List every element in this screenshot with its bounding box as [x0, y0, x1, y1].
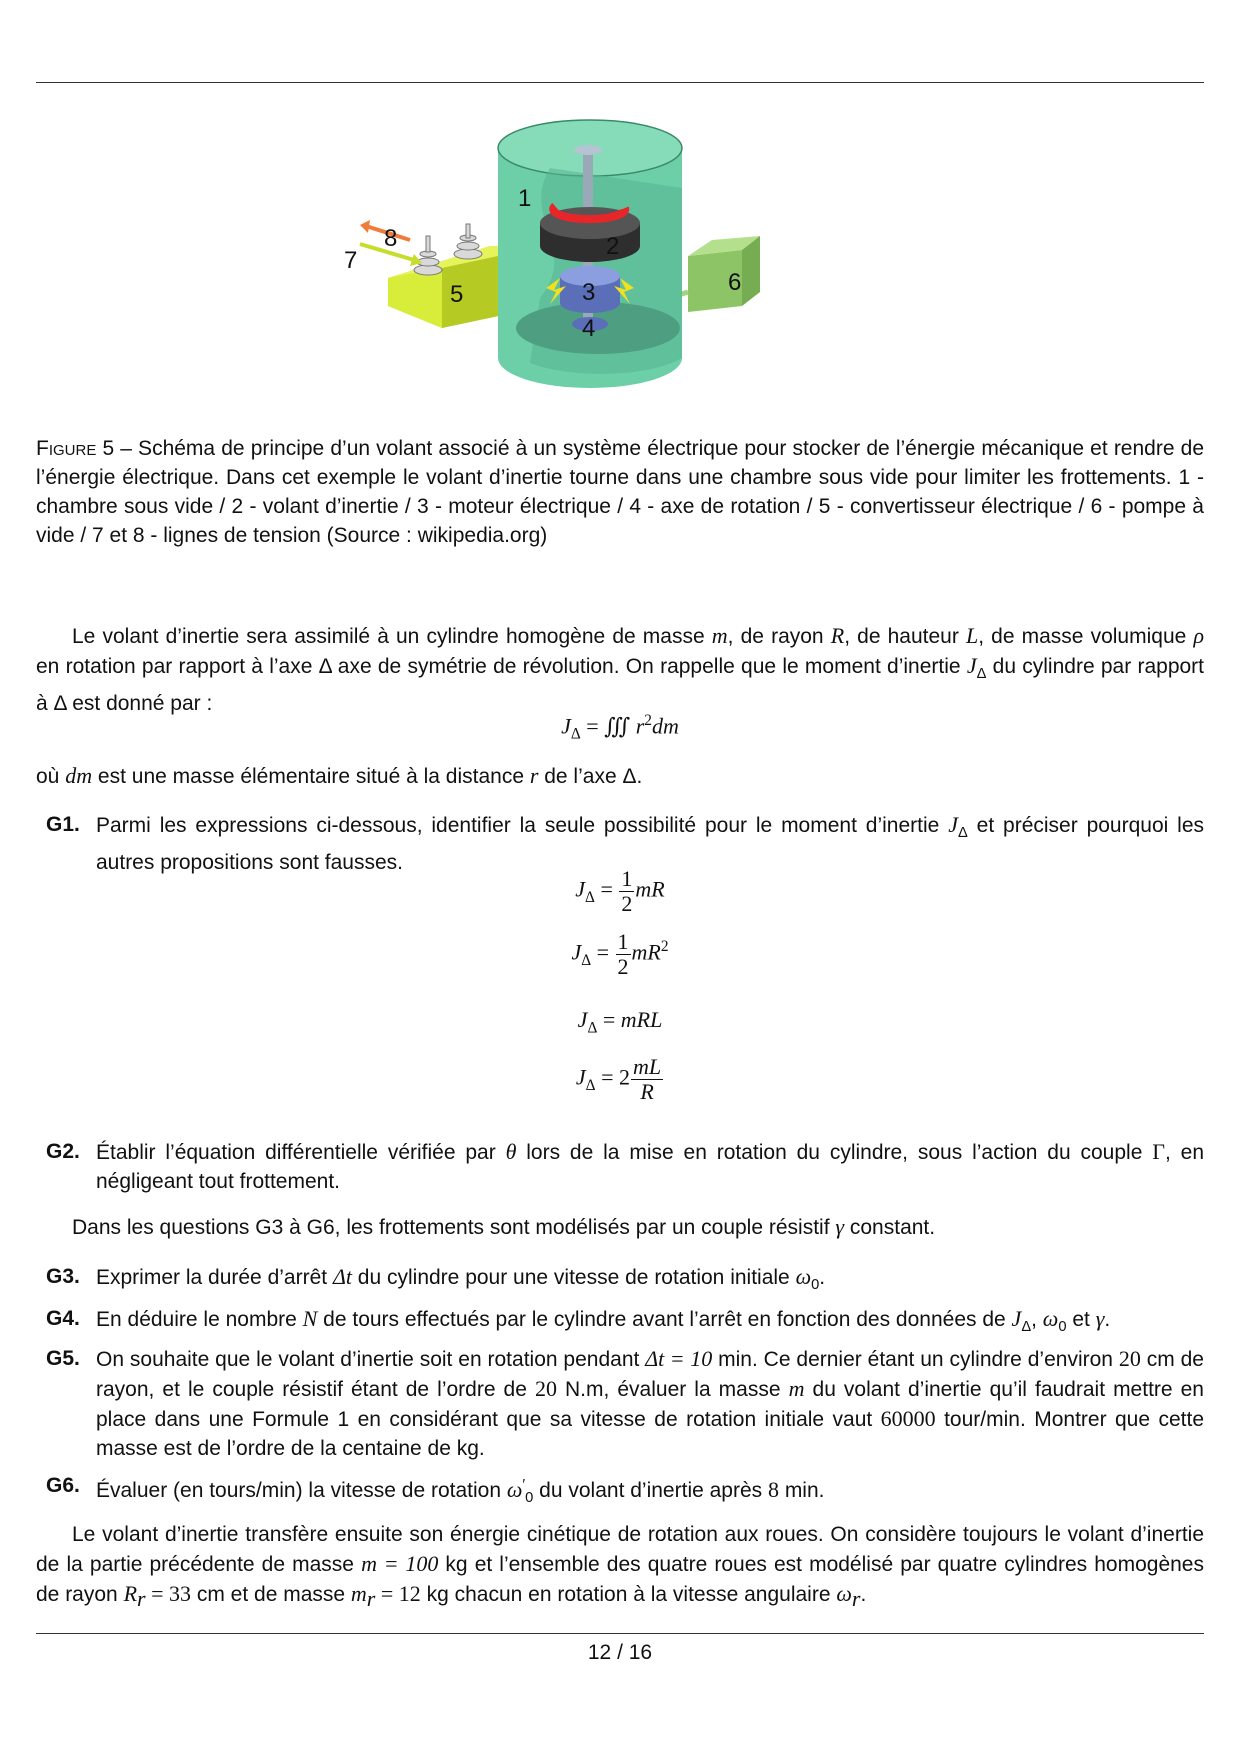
label-8: 8 [384, 225, 398, 252]
friction-paragraph: Dans les questions G3 à G6, les frottements sont modélisés par un couple résistif γ constant. [72, 1214, 936, 1239]
page-number: 12 / 16 [587, 1641, 653, 1664]
flywheel-disc [540, 206, 640, 262]
label-7: 7 [344, 247, 358, 274]
question-g5: G5. On souhaite que le volant d’inertie soit en rotation pendant Δt = 10 min. Ce dernier étant un cylindre d’environ 20 cm de rayon, et le couple résistif étant de l’ordre de 20 N.m, évaluer la masse m du volant d’inertie qu’il faudrait mettre en place dans une Formule 1 en considérant que sa vitesse de rotation initiale vaut 60000 tour/min. Montrer que cette masse est de l’ordre de la centaine de kg. [46, 1346, 1204, 1460]
figure-caption: Figure 5 – Schéma de principe d’un volant associé à un système électrique pour stocker de l’énergie mécanique et rendre de l’énergie électrique. Dans cet exemple le volant d’inertie tourne dans une chambre sous vide pour limiter les frottements. 1 - chambre sous vide / 2 - volant d’inertie / 3 - moteur électrique / 4 - axe de rotation / 5 - convertisseur électrique / 6 - pompe à vide / 7 et 8 - lignes de tension (Source : wikipedia.org) [36, 437, 1204, 547]
label-4: 4 [582, 315, 596, 342]
question-g3: G3. Exprimer la durée d’arrêt Δt du cylindre pour une vitesse de rotation initiale $\omega_0$. [46, 1264, 826, 1294]
definition-line: où dm est une masse élémentaire situé à la distance r de l’axe Δ. [36, 763, 643, 788]
flywheel-figure [344, 128, 860, 418]
option-3: $J_\Delta$ = mRL [577, 1007, 663, 1037]
question-g1: G1. Parmi les expressions ci-dessous, identifier la seule possibilité pour le moment d’inertie $J_\Delta$ et préciser pourquoi les autres propositions sont fausses. [46, 812, 1205, 875]
footer-rule [36, 1633, 1204, 1634]
option-1: $J_\Delta$ = $\frac{1}{2}$ mR [575, 866, 665, 916]
label-6: 6 [728, 269, 742, 296]
intro-paragraph: Le volant d’inertie sera assimilé à un cylindre homogène de masse m, de rayon R, de hauteur L, de masse volumique ρ en rotation par rapport à l’axe Δ axe de symétrie de révolution. On rappelle que le moment d’inertie $J_\Delta$ du cylindre par rapport à Δ est donné par : [36, 623, 1205, 716]
label-5: 5 [450, 281, 464, 308]
final-paragraph: Le volant d’inertie transfère ensuite son énergie cinétique de rotation aux roues. On considère toujours le volant d’inertie de la partie précédente de masse m = 100 kg et l’ensemble des quatre roues est modélisé par quatre cylindres homogènes de rayon $R_r = 33$ cm et de masse $m_r = 12$ kg chacun en rotation à la vitesse angulaire $\omega_r$. [36, 1523, 1204, 1612]
option-4: $J_\Delta = 2$ $\frac{mL}{R}$ [575, 1054, 662, 1104]
label-3: 3 [582, 279, 596, 306]
label-1: 1 [518, 185, 532, 212]
header-rule [36, 82, 1204, 83]
question-g4: G4. En déduire le nombre N de tours effectués par le cylindre avant l’arrêt en fonction des données de $J_\Delta$, $\omega_0$ et γ. [46, 1306, 1111, 1336]
question-g2: G2. Établir l’équation différentielle vérifiée par θ lors de la mise en rotation du cylindre, sous l’action du couple Γ, en négligeant tout frottement. [46, 1139, 1204, 1193]
question-g6: G6. Évaluer (en tours/min) la vitesse de rotation $\omega'_0$ du volant d’inertie après 8 min. [46, 1474, 825, 1507]
option-2: $J_\Delta$ = $\frac{1}{2}$ $mR^2$ [571, 929, 669, 979]
integral-equation: $J_\Delta$ = ∭ $r^2dm$ [561, 712, 679, 743]
label-2: 2 [606, 233, 620, 260]
